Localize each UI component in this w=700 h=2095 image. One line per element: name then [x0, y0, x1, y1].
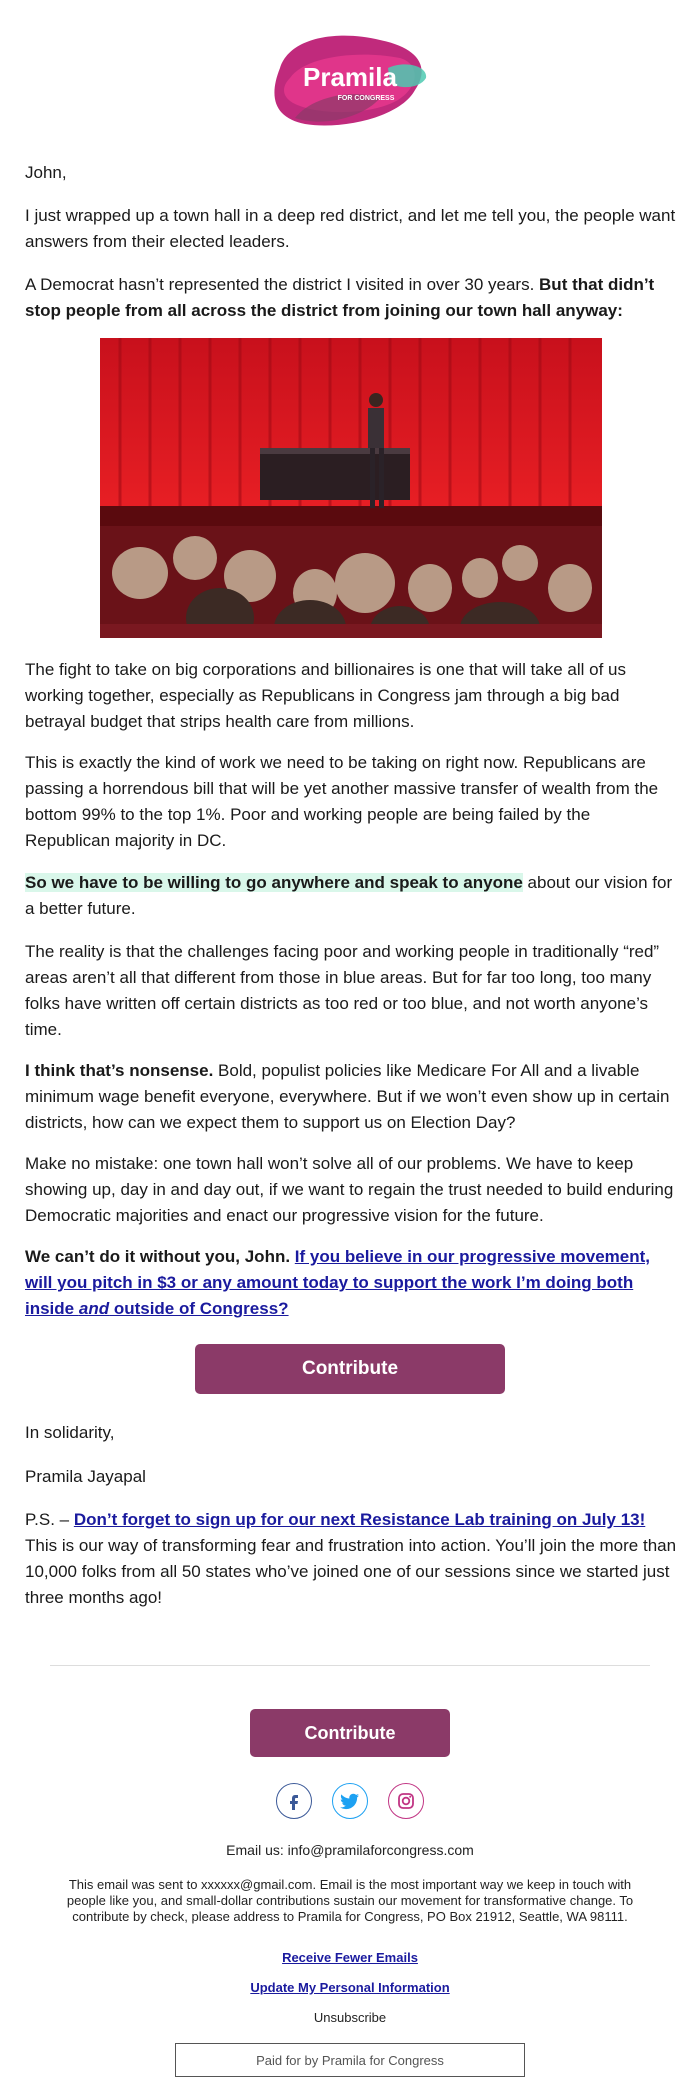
- contact-email: Email us: info@pramilaforcongress.com: [226, 1842, 474, 1858]
- postscript: P.S. – Don’t forget to sign up for our next Resistance Lab training on July 13! This is our way of transforming fear and frustration into action. You’ll join the more than 10,000 folks from all 50 states who’ve joined one of our sessions since we started just three months ago!: [25, 1510, 677, 1607]
- paragraph-4: This is exactly the kind of work we need to be taking on right now. Republicans are passing a horrendous bill that will be yet another massive transfer of wealth from the bottom 99% to the top 1%. Poor and working people are being failed by the Republican majority in DC.: [25, 753, 659, 850]
- paragraph-8: Make no mistake: one town hall won’t solve all of our problems. We have to keep showing up, day in and day out, if we want to regain the trust needed to build enduring Democratic majorities and enact our progressive vision for the future.: [25, 1154, 674, 1225]
- footer-contribute-button[interactable]: Contribute: [250, 1709, 450, 1757]
- facebook-icon[interactable]: [276, 1783, 312, 1819]
- twitter-icon[interactable]: [332, 1783, 368, 1819]
- paragraph-1: I just wrapped up a town hall in a deep red district, and let me tell you, the people want answers from their elected leaders.: [25, 206, 676, 251]
- footer-divider: [50, 1665, 650, 1666]
- greeting: John,: [25, 163, 67, 182]
- update-info-link[interactable]: Update My Personal Information: [250, 1980, 450, 1995]
- paragraph-9: We can’t do it without you, John. If you believe in our progressive movement, will you pitch in $3 or any amount today to support the work I’m doing both inside and outside of Congress?: [25, 1247, 651, 1318]
- contribute-button[interactable]: Contribute: [195, 1344, 505, 1394]
- donate-link[interactable]: If you believe in our progressive movement, will you pitch in $3 or any amount today to support the work I’m doing both inside and outside of Congress?: [25, 1247, 651, 1318]
- resistance-lab-link[interactable]: Don’t forget to sign up for our next Resistance Lab training on July 13!: [73, 1510, 646, 1529]
- paragraph-7: I think that’s nonsense. Bold, populist policies like Medicare For All and a livable minimum wage benefit everyone, everywhere. But if we won’t even show up in certain districts, how can we expect them to support us on Election Day?: [25, 1061, 670, 1132]
- paragraph-5: So we have to be willing to go anywhere and speak to anyone about our vision for a better future.: [25, 873, 673, 918]
- town-hall-photo: [100, 338, 602, 638]
- receive-fewer-emails-link[interactable]: Receive Fewer Emails: [282, 1950, 418, 1965]
- footer-notice: This email was sent to xxxxxx@gmail.com. Email is the most important way we keep in touch with people like you, and small-dollar contributions sustain our movement for transformative change. To contribute by check, please address to Pramila for Congress, PO Box 21912, Seattle, WA 98111.: [66, 1877, 634, 1924]
- pramila-logo[interactable]: [270, 28, 430, 134]
- unsubscribe-link[interactable]: Unsubscribe: [313, 2010, 387, 2025]
- fewer-emails-row: [50, 1950, 650, 1966]
- signoff: In solidarity,: [25, 1423, 115, 1442]
- signature: Pramila Jayapal: [25, 1467, 146, 1486]
- paragraph-6: The reality is that the challenges facing poor and working people in traditionally “red” areas aren’t all that different from those in blue areas. But for far too long, too many folks have written off certain districts as too red or too blue, and not worth anyone’s time.: [25, 942, 660, 1039]
- paragraph-3: The fight to take on big corporations and billionaires is one that will take all of us working together, especially as Republicans in Congress jam through a big bad betrayal budget that strips health care from millions.: [25, 660, 627, 731]
- logo-name: Pramila: [303, 62, 397, 92]
- paragraph-2: A Democrat hasn’t represented the district I visited in over 30 years. But that didn’t stop people from all across the district from joining our town hall anyway:: [25, 275, 655, 320]
- highlighted-text: So we have to be willing to go anywhere and speak to anyone: [25, 873, 523, 892]
- logo-tagline: FOR CONGRESS: [337, 95, 395, 102]
- update-info-row: [50, 1980, 650, 1996]
- instagram-icon[interactable]: [388, 1783, 424, 1819]
- paid-for-disclaimer: Paid for by Pramila for Congress: [175, 2043, 525, 2077]
